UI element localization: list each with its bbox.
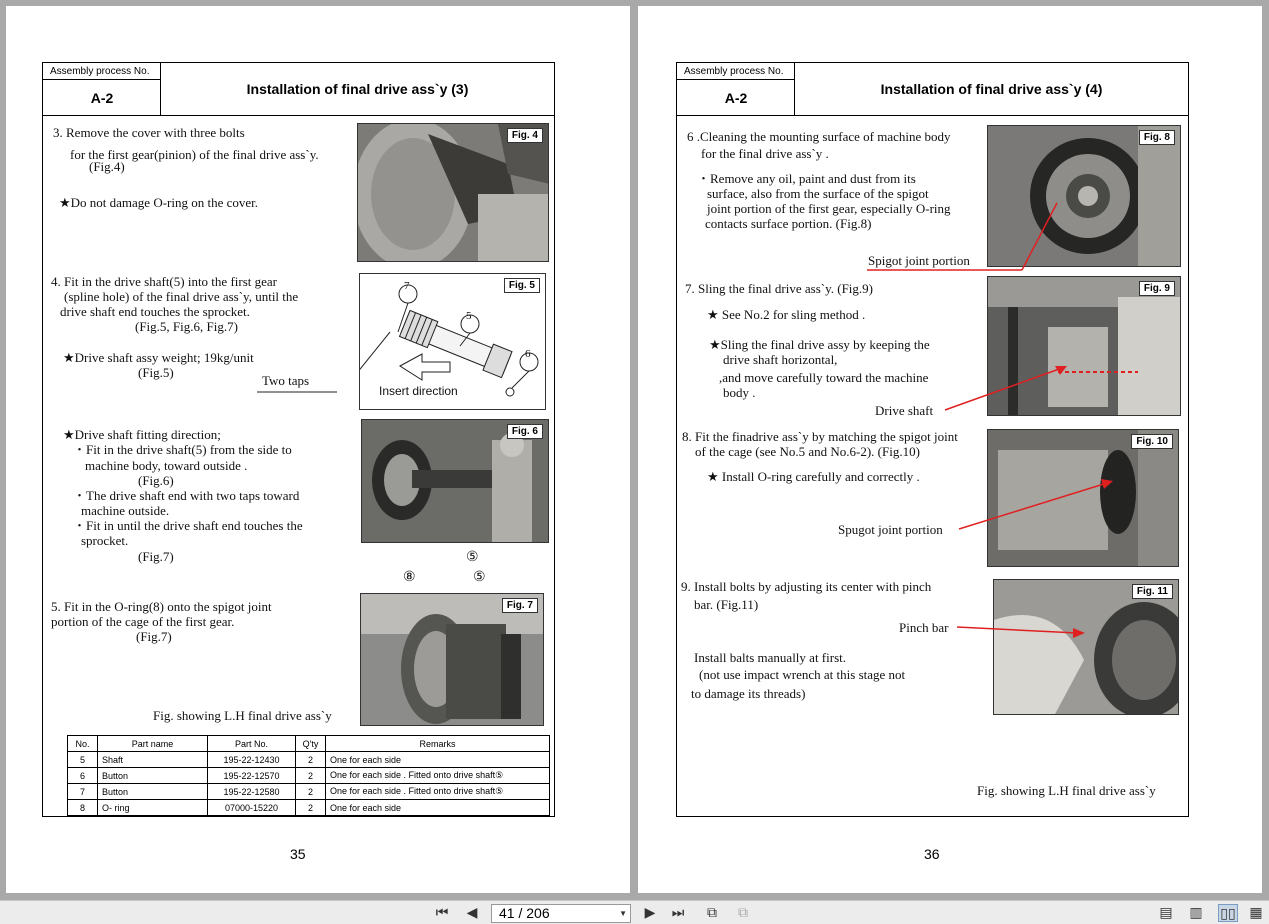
figure-4-label: Fig. 4 xyxy=(507,128,543,143)
figure-caption: Fig. showing L.H final drive ass`y xyxy=(153,708,332,723)
step-4-line-2: (spline hole) of the final drive ass`y, until the xyxy=(64,289,299,304)
step-7-line-6: body . xyxy=(723,385,756,400)
cell-part-name: Button xyxy=(98,768,208,784)
step-3-line-1: 3. Remove the cover with three bolts xyxy=(53,125,245,140)
parts-table xyxy=(67,735,550,816)
step-3-note: ★Do not damage O-ring on the cover. xyxy=(59,195,259,210)
step-8-line-3: ★ Install O-ring carefully and correctly . xyxy=(707,469,920,484)
shaft-weight-fig-ref: (Fig.5) xyxy=(138,365,174,380)
document-page-35 xyxy=(6,6,630,893)
last-page-icon[interactable]: ⏭ xyxy=(671,905,685,921)
step-7-line-5: ,and move carefully toward the machine xyxy=(719,370,929,385)
step-7-line-3: ★Sling the final drive assy by keeping the xyxy=(709,337,930,352)
step-4-line-1: 4. Fit in the drive shaft(5) into the first gear xyxy=(51,274,278,289)
cell-qty: 2 xyxy=(296,752,326,768)
cell-no: 8 xyxy=(68,800,98,816)
step-6-line-1: 6 .Cleaning the mounting surface of machine body xyxy=(687,129,951,144)
page-number: 35 xyxy=(290,846,306,862)
spugot-arrowhead xyxy=(1101,479,1113,489)
figure-9-label: Fig. 9 xyxy=(1139,281,1175,296)
drive-shaft-arrow xyxy=(945,368,1062,410)
viewer-toolbar xyxy=(0,900,1269,924)
table-row xyxy=(68,784,550,800)
figure-caption: Fig. showing L.H final drive ass`y xyxy=(977,783,1156,798)
direction-line-2: ・Fit in the drive shaft(5) from the side to xyxy=(73,442,292,457)
cell-no: 5 xyxy=(68,752,98,768)
marker-5-a: ⑤ xyxy=(466,550,479,565)
table-row xyxy=(68,752,550,768)
cell-no: 6 xyxy=(68,768,98,784)
figure-4-image xyxy=(358,124,549,262)
cell-part-no: 195-22-12580 xyxy=(208,784,296,800)
figure-7-image xyxy=(361,594,544,726)
figure-5-diagram xyxy=(359,273,546,410)
step-3-line-3: (Fig.4) xyxy=(89,159,125,174)
cell-part-name: O- ring xyxy=(98,800,208,816)
table-row xyxy=(68,800,550,816)
two-taps-callout: Two taps xyxy=(262,373,310,388)
direction-line-4: (Fig.6) xyxy=(138,473,174,488)
step-8-line-1: 8. Fit the finadrive ass`y by matching the spigot joint xyxy=(682,429,958,444)
direction-line-5: ・The drive shaft end with two taps toward xyxy=(73,488,300,503)
direction-line-7: ・Fit in until the drive shaft end touches the xyxy=(73,518,303,533)
page-title: Installation of final drive ass`y (4) xyxy=(880,81,1103,97)
step-6-line-2: for the final drive ass`y . xyxy=(701,146,829,161)
callout-arrows xyxy=(677,63,1190,818)
export-icon[interactable]: ⧉ xyxy=(707,905,717,921)
page-frame xyxy=(42,62,555,817)
step-6-line-5: joint portion of the first gear, especially O-ring xyxy=(707,201,951,216)
spigot-joint-callout: Spigot joint portion xyxy=(868,253,970,268)
step-5-line-1: 5. Fit in the O-ring(8) onto the spigot joint xyxy=(51,599,272,614)
copy-icon[interactable]: ⧉ xyxy=(738,905,748,921)
step-4-line-3: drive shaft end touches the sprocket. xyxy=(60,304,250,319)
step-9-line-2: bar. (Fig.11) xyxy=(694,597,759,612)
step-4-line-4: (Fig.5, Fig.6, Fig.7) xyxy=(135,319,238,334)
figure-4-photo xyxy=(357,123,549,262)
callout-6: 6 xyxy=(525,348,531,360)
cell-qty: 2 xyxy=(296,784,326,800)
assembly-process-number: A-2 xyxy=(724,90,748,106)
page-indicator-text: 41 / 206 xyxy=(499,905,550,921)
callout-5: 5 xyxy=(466,310,472,322)
two-taps-leader-line xyxy=(257,385,367,395)
step-9-line-1: 9. Install bolts by adjusting its center with pinch xyxy=(681,579,932,594)
cell-remarks: One for each side xyxy=(326,752,550,768)
figure-7-label: Fig. 7 xyxy=(502,598,538,613)
marker-5-b: ⑤ xyxy=(473,570,486,585)
step-6-line-3: ・Remove any oil, paint and dust from its xyxy=(697,171,916,186)
cell-remarks: One for each side . Fitted onto drive shaft⑤ xyxy=(326,784,550,800)
direction-line-3: machine body, toward outside . xyxy=(85,458,248,473)
cell-part-name: Button xyxy=(98,784,208,800)
direction-line-6: machine outside. xyxy=(81,503,170,518)
callout-7: 7 xyxy=(404,280,410,292)
marker-8: ⑧ xyxy=(403,570,416,585)
page-frame xyxy=(676,62,1189,817)
prev-page-icon[interactable]: ◀ xyxy=(466,905,478,921)
page-title: Installation of final drive ass`y (3) xyxy=(246,81,469,97)
page-number: 36 xyxy=(924,846,940,862)
cell-part-no: 195-22-12570 xyxy=(208,768,296,784)
step-6-line-4: surface, also from the surface of the spigot xyxy=(707,186,929,201)
figure-8-label: Fig. 8 xyxy=(1139,130,1175,145)
direction-line-9: (Fig.7) xyxy=(138,549,174,564)
step-5-line-3: (Fig.7) xyxy=(136,629,172,644)
next-page-icon[interactable]: ▶ xyxy=(644,905,656,921)
assembly-process-number: A-2 xyxy=(90,90,114,106)
chevron-down-icon[interactable]: ▼ xyxy=(619,909,627,918)
cell-remarks: One for each side xyxy=(326,800,550,816)
col-header-remarks: Remarks xyxy=(326,736,550,752)
spugot-arrow xyxy=(959,483,1107,529)
spugot-joint-callout: Spugot joint portion xyxy=(838,522,943,537)
direction-line-1: ★Drive shaft fitting direction; xyxy=(63,427,221,442)
cell-remarks: One for each side . Fitted onto drive shaft⑤ xyxy=(326,768,550,784)
cell-no: 7 xyxy=(68,784,98,800)
page-gutter xyxy=(630,0,638,900)
step-6-line-6: contacts surface portion. (Fig.8) xyxy=(705,216,872,231)
pinch-bar-arrow xyxy=(957,627,1077,633)
figure-7-photo xyxy=(360,593,544,726)
cell-part-name: Shaft xyxy=(98,752,208,768)
single-page-icon[interactable]: ▤ xyxy=(1159,905,1173,921)
insert-direction-label: Insert direction xyxy=(379,384,458,398)
step-7-line-2: ★ See No.2 for sling method . xyxy=(707,307,866,322)
figure-5-label: Fig. 5 xyxy=(504,278,540,293)
step-3-line-2: for the first gear(pinion) of the final drive ass`y. xyxy=(70,147,319,162)
table-row xyxy=(68,768,550,784)
table-header-row xyxy=(68,736,550,752)
step-9-line-3: Install balts manually at first. xyxy=(694,650,846,665)
step-9-line-5: to damage its threads) xyxy=(691,686,806,701)
shaft-weight-note: ★Drive shaft assy weight; 19kg/unit xyxy=(63,350,254,365)
figure-10-label: Fig. 10 xyxy=(1131,434,1173,449)
assembly-process-box xyxy=(43,63,161,116)
continuous-page-icon[interactable]: ▥ xyxy=(1189,905,1203,921)
pinch-bar-callout: Pinch bar xyxy=(899,620,949,635)
assembly-process-label: Assembly process No. xyxy=(677,63,795,80)
pinch-bar-arrowhead xyxy=(1073,628,1085,638)
step-7-line-4: drive shaft horizontal, xyxy=(723,352,838,367)
page-indicator-field[interactable] xyxy=(491,904,631,923)
first-page-icon[interactable]: ⏮ xyxy=(435,905,449,921)
document-page-36 xyxy=(638,6,1262,893)
figure-11-label: Fig. 11 xyxy=(1132,584,1173,599)
cell-part-no: 195-22-12430 xyxy=(208,752,296,768)
col-header-part-no: Part No. xyxy=(208,736,296,752)
page-header xyxy=(161,63,554,116)
step-7-line-1: 7. Sling the final drive ass`y. (Fig.9) xyxy=(685,281,873,296)
step-9-line-4: (not use impact wrench at this stage not xyxy=(699,667,906,682)
figure-6-label: Fig. 6 xyxy=(507,424,543,439)
direction-line-8: sprocket. xyxy=(81,533,129,548)
spigot-arrow xyxy=(1022,203,1057,270)
assembly-process-label: Assembly process No. xyxy=(43,63,161,80)
two-page-icon[interactable]: ▯▯ xyxy=(1218,904,1238,922)
step-8-line-2: of the cage (see No.5 and No.6-2). (Fig.10) xyxy=(695,444,920,459)
step-5-line-2: portion of the cage of the first gear. xyxy=(51,614,235,629)
cell-qty: 2 xyxy=(296,800,326,816)
two-page-continuous-icon[interactable]: ▦ xyxy=(1249,905,1263,921)
col-header-no: No. xyxy=(68,736,98,752)
cell-part-no: 07000-15220 xyxy=(208,800,296,816)
drive-shaft-callout: Drive shaft xyxy=(875,403,934,418)
cell-qty: 2 xyxy=(296,768,326,784)
col-header-part-name: Part name xyxy=(98,736,208,752)
col-header-qty: Q'ty xyxy=(296,736,326,752)
figure-6-photo xyxy=(361,419,549,543)
